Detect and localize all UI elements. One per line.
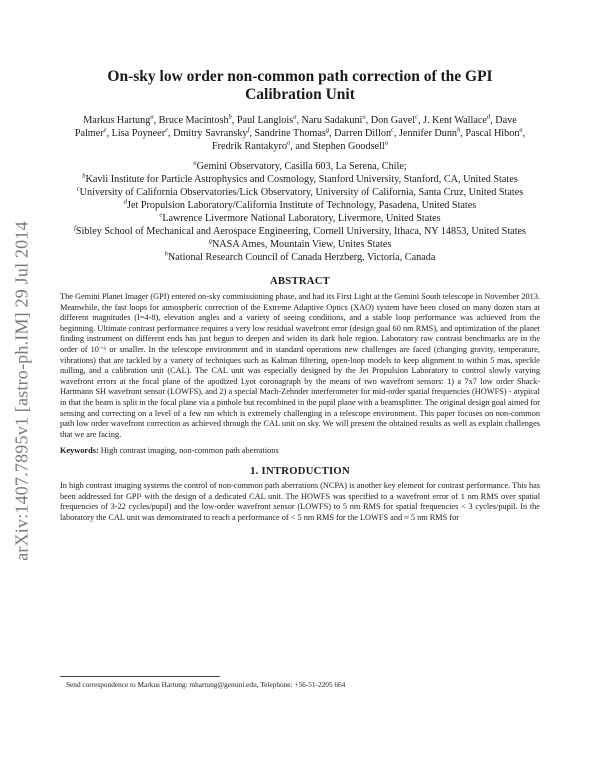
author <box>313 141 388 152</box>
author-name: J. Kent Wallace <box>423 115 487 126</box>
affiliation-text: Kavli Institute for Particle Astrophysics and Cosmology, Stanford University, Stanford, CA, United States <box>85 174 518 185</box>
affiliation <box>60 251 540 264</box>
author-affiliation-mark: c <box>391 126 394 134</box>
author <box>423 115 495 126</box>
affiliation-text: University of California Observatories/Lick Observatory, University of California, Santa Cruz, United States <box>79 187 524 198</box>
affiliation <box>60 199 540 212</box>
author-affiliation-mark: a <box>293 113 297 121</box>
author-affiliation-mark: h <box>457 126 461 134</box>
author-affiliation-mark: f <box>247 126 250 134</box>
affiliation-mark: f <box>73 224 76 232</box>
author-affiliation-mark: g <box>325 126 330 134</box>
author-name: Jennifer Dunn <box>399 128 458 139</box>
author <box>212 141 313 152</box>
footnote <box>60 676 540 689</box>
author-separator: , <box>365 115 371 126</box>
arxiv-stamp <box>9 205 35 577</box>
affiliation-mark: c <box>76 185 80 193</box>
affiliation-text: National Research Council of Canada Herzberg, Victoria, Canada <box>167 252 436 263</box>
author <box>399 128 465 139</box>
author <box>254 128 334 139</box>
author-name: Stephen Goodsell <box>312 141 385 152</box>
affiliation-mark: d <box>123 198 127 206</box>
author-affiliation-mark: a <box>519 126 523 134</box>
author-name: Fredrik Rantakyro <box>212 141 287 152</box>
author-name: Paul Langlois <box>236 115 294 126</box>
keywords-text: High contrast imaging, non-common path aberrations <box>100 446 279 456</box>
affiliation-text: NASA Ames, Mountain View, Unites States <box>211 239 392 250</box>
author-separator: , <box>522 128 526 139</box>
author-separator: , <box>106 128 112 139</box>
footnote-text: Send correspondence to Markus Hartung: mhartung@gemini.edu, Telephone: +56-51-2205 664 <box>66 680 346 689</box>
affiliation-text: Lawrence Livermore National Laboratory, Livermore, United States <box>162 213 441 224</box>
author-name: Naru Sadakuni <box>301 115 363 126</box>
abstract-text: The Gemini Planet Imager (GPI) entered on-sky commissioning phase, and had its First Light at the Gemini South telescope in November 2013. Meanwhile, the fast loops for atmospheric correction of the Extreme Adaptive Optics (XAO) system have been closed on many dozen stars at different magnitudes (I=4-8), elevation angles and a variety of seeing conditions, and a stable loop performance was achieved from the beginning. Ultimate contrast performance requires a very low residual wavefront error (design goal 60 nm RMS), and optimization of the planet finding instrument on different ends has just begun to deepen and widen its dark hole region. Laboratory raw contrast benchmarks are in the order of 10⁻⁶ or smaller. In the telescope environment and in standard operations new challenges are faced (changing gravity, temperature, vibrations) that are tackled by a variety of techniques such as Kalman filtering, open-loop models to keep alignment to within 5 mas, speckle nulling, and a calibration unit (CAL). The CAL unit was especially designed by the Jet Propulsion Laboratory to control slowly varying wavefront errors at the focal plane of the apodized Lyot coronagraph by the means of two wavefront sensors: 1) a 7x7 low order Shack-Hartmann SH wavefront sensor (LOWFS), and 2) a special Mach-Zehnder interferometer for mid-order spatial frequencies (HOWFS) - atypical in that the beam is split in the focal plane via a pinhole but recombined in the pupil plane with a beamsplitter. The original design goal aimed for sensing and correcting on a level of a few nm which is extremely challenging in a telescope environment. This paper focuses on non-common path low order wavefront correction as achieved through the CAL unit on sky. We will present the obtained results as well as explain challenges that we are facing. <box>60 292 540 439</box>
author-affiliation-mark: e <box>103 126 107 134</box>
affiliation <box>60 173 540 186</box>
affiliation <box>60 225 540 238</box>
arxiv-stamp-text: arXiv:1407.7895v1 [astro-ph.IM] 29 Jul 2014 <box>11 221 32 561</box>
author-list <box>66 114 534 153</box>
affiliation <box>60 160 540 173</box>
affiliation <box>60 186 540 199</box>
author-separator: , <box>460 128 466 139</box>
affiliation-mark: h <box>164 250 168 258</box>
author-affiliation-mark: b <box>228 113 232 121</box>
paper-page <box>60 68 540 523</box>
affiliation-text: Sibley School of Mechanical and Aerospace Engineering, Cornell University, Ithaca, NY 14853, United States <box>75 226 527 237</box>
author-affiliation-mark: a <box>362 113 366 121</box>
introduction-text: In high contrast imaging systems the control of non-common path aberrations (NCPA) is another key element for contrast performance. This has been addressed for GPI¹ with the design of a dedicated CAL unit. The HOWFS was specified to a wavefront error of 1 nm RMS over spatial frequencies of 3-22 cycles/pupil) and the low-order wavefront sensor (LOWFS) to 5 nm RMS for spatial frequencies < 3 cycles/pupil. In the laboratory the CAL unit was demonstrated to reach a performance of < 5 nm RMS for the LOWFS and ≈ 5 nm RMS for <box>60 480 540 522</box>
author <box>334 128 399 139</box>
author-name: Bruce Macintosh <box>158 115 229 126</box>
author-name: Pascal Hibon <box>465 128 520 139</box>
footnote-rule <box>60 676 220 677</box>
author-affiliation-mark: a <box>286 139 291 147</box>
paper-title: On-sky low order non-common path correction of the GPI Calibration Unit <box>107 68 493 103</box>
affiliation <box>60 238 540 251</box>
author-affiliation-mark: a <box>150 113 154 121</box>
author-separator: , <box>231 115 237 126</box>
author <box>159 115 237 126</box>
author-name: Lisa Poyneer <box>111 128 166 139</box>
affiliation-list <box>60 160 540 264</box>
affiliation-mark: e <box>159 211 163 219</box>
author-name: Dave Palmer <box>74 115 517 139</box>
affiliation-mark: b <box>82 172 86 180</box>
author-affiliation-mark: c <box>415 113 419 121</box>
author-separator: , <box>490 115 496 126</box>
author-affiliation-mark: d <box>486 113 491 121</box>
author <box>371 115 423 126</box>
author-separator: , <box>296 115 302 126</box>
author-separator: , <box>329 128 335 139</box>
abstract-heading: ABSTRACT <box>269 276 331 287</box>
affiliation-mark: a <box>193 159 197 167</box>
author-affiliation-mark: a <box>384 139 388 147</box>
author-separator: , <box>393 128 400 139</box>
author <box>465 128 525 139</box>
affiliation-text: Gemini Observatory, Casilla 603, La Serena, Chile; <box>196 161 407 172</box>
author-name: Dmitry Savransky <box>173 128 248 139</box>
keywords <box>60 446 540 457</box>
author-separator: , <box>418 115 424 126</box>
author <box>302 115 371 126</box>
author-name: Don Gavel <box>370 115 416 126</box>
author <box>173 128 254 139</box>
author-separator: , <box>168 128 174 139</box>
author-separator: , <box>249 128 255 139</box>
author <box>112 128 173 139</box>
affiliation-text: Jet Propulsion Laboratory/California Institute of Technology, Pasadena, United States <box>126 200 477 211</box>
section-heading-introduction: 1. INTRODUCTION <box>250 465 350 477</box>
author-affiliation-mark: e <box>165 126 168 134</box>
author-separator: , <box>153 115 159 126</box>
author-separator: , and <box>290 141 313 152</box>
author-name: Darren Dillon <box>334 128 392 139</box>
affiliation <box>60 212 540 225</box>
author <box>237 115 302 126</box>
affiliation-mark: g <box>208 237 212 245</box>
author-name: Sandrine Thomas <box>254 128 326 139</box>
keywords-label: Keywords: <box>60 446 99 456</box>
author <box>83 115 158 126</box>
author-name: Markus Hartung <box>83 115 151 126</box>
